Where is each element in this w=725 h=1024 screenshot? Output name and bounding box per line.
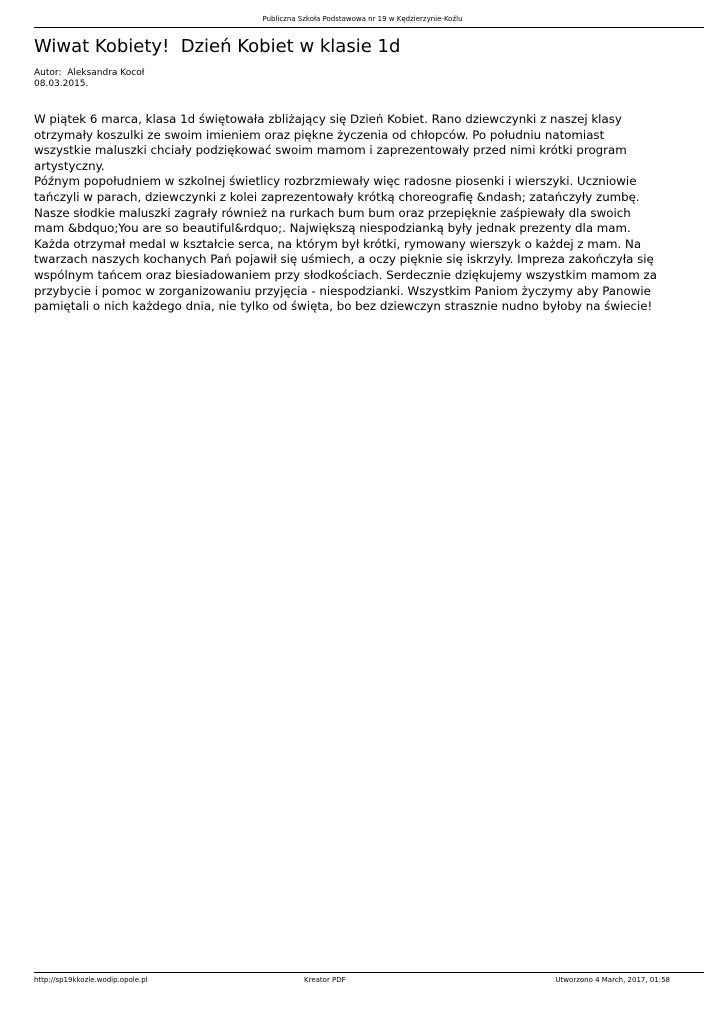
footer-generator: Kreator PDF bbox=[304, 976, 346, 984]
article-text: W piątek 6 marca, klasa 1d świętowała zbliżający się Dzień Kobiet. Rano dziewczynki z naszej klasy otrzymały koszulki ze swoim imieniem oraz piękne życzenia od chłopców. Po południu natomiast wszystkie maluszki chciały podziękować swoim mamom i zaprezentowały przed nimi krótki program artystyczny. Późnym popołudniem w szkolnej świetlicy rozbrzmiewały więc radosne piosenki i wierszyki. Uczniowie tańczyli w parach, dziewczynki z kolei zaprezentowały krótką choreografię &ndash; zatańczyły zumbę. Nasze słodkie maluszki zagrały również na rurkach bum bum oraz przepięknie zaśpiewały dla swoich mam &bdquo;You are so beautiful&rdquo;. Największą niespodzianką były jednak prezenty dla mam. Każda otrzymał medal w kształcie serca, na którym był krótki, rymowany wierszyk o każdej z mam. Na twarzach naszych kochanych Pań pojawił się uśmiech, a oczy pięknie się iskrzyły. Impreza zakończyła się wspólnym tańcem oraz biesiadowaniem przy słodkościach. Serdecznie dziękujemy wszystkim mamom za przybycie i pomoc w zorganizowaniu przyjęcia - niespodzianki. Wszystkim Paniom życzymy aby Panowie pamiętali o nich każdego dnia, nie tylko od święta, bo bez dziewczyn strasznie nudno byłoby na świecie! bbox=[34, 112, 657, 314]
article-body bbox=[34, 112, 706, 315]
article-author: Autor: Aleksandra Kocoł bbox=[34, 68, 145, 78]
footer-created-date: Utworzono 4 March, 2017, 01:58 bbox=[555, 976, 670, 984]
article-meta bbox=[34, 68, 144, 90]
article-date: 08.03.2015. bbox=[34, 79, 89, 89]
footer-url-link[interactable]: http://sp19kkozle.wodip.opole.pl bbox=[34, 976, 148, 984]
footer-divider bbox=[34, 972, 704, 973]
article-title: Wiwat Kobiety! Dzień Kobiet w klasie 1d bbox=[34, 36, 401, 57]
page-header: Publiczna Szkoła Podstawowa nr 19 w Kędzierzynie-Koźlu bbox=[262, 15, 463, 23]
header-divider bbox=[34, 27, 704, 28]
